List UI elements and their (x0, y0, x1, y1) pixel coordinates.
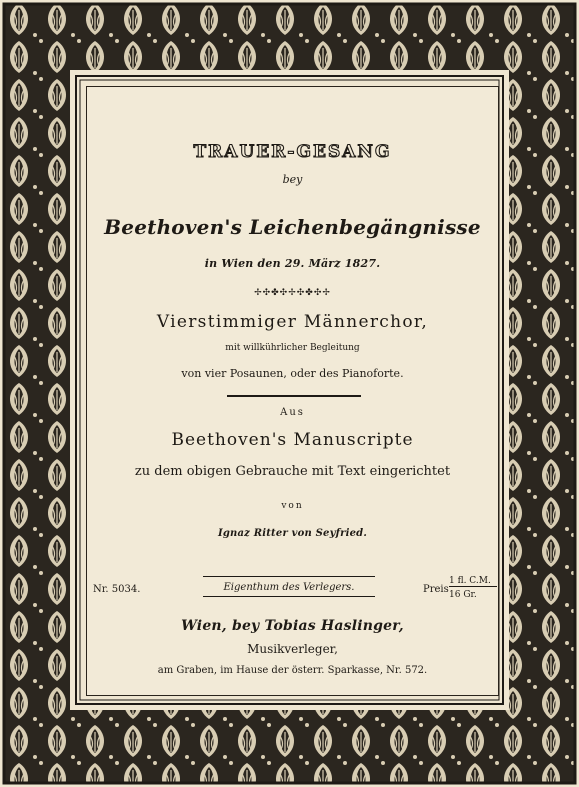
property-note: Eigenthum des Verlegers. (223, 582, 355, 593)
publisher-address: am Graben, im Hause der österr. Sparkasse, Nr. 572. (157, 665, 428, 676)
manuscripts-title: Beethoven's Manuscripte (171, 430, 414, 450)
property-rule-bottom (203, 596, 375, 597)
main-title: TRAUER-GESANG (193, 142, 392, 162)
bey-text: bey (282, 173, 303, 186)
von-text: von (281, 501, 304, 511)
title-panel (86, 86, 499, 696)
price-label: Preis (423, 584, 449, 595)
setting-heading: Vierstimmiger Männerchor, (156, 312, 429, 332)
place-date: in Wien den 29. März 1827. (204, 257, 381, 270)
publisher-line: Wien, bey Tobias Haslinger, (181, 618, 404, 634)
arranger-name: Ignaz Ritter von Seyfried. (217, 528, 368, 539)
setting-subheading: mit willkührlicher Begleitung (225, 343, 360, 353)
property-rule-top (203, 576, 375, 577)
ornament-divider: ✢✣✤✣✢✣✤✣✢ (254, 288, 331, 298)
publisher-role: Musikverleger, (247, 642, 338, 656)
price-2: 16 Gr. (449, 590, 477, 600)
price-1: 1 fl. C.M. (449, 576, 497, 587)
divider-rule (227, 395, 361, 397)
purpose-text: zu dem obigen Gebrauche mit Text eingerichtet (134, 464, 451, 479)
plate-number: Nr. 5034. (93, 584, 141, 595)
setting-instruments: von vier Posaunen, oder des Pianoforte. (181, 367, 404, 380)
aus-text: Aus (280, 407, 305, 418)
subject-title: Beethoven's Leichenbegängnisse (104, 215, 481, 239)
